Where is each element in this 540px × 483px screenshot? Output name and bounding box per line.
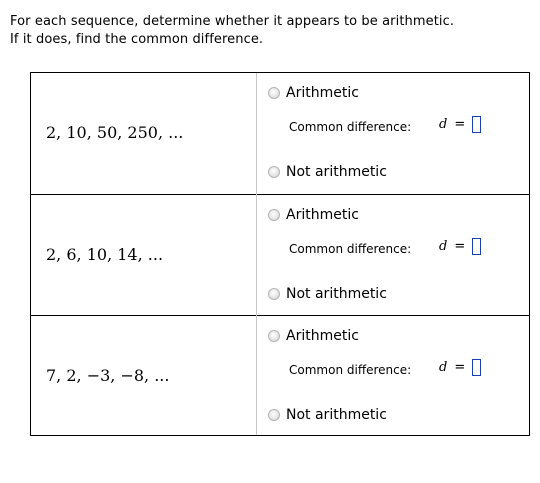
equals-sign: =	[454, 117, 466, 132]
radio-label: Arithmetic	[286, 85, 359, 101]
variable-d: d	[439, 360, 448, 375]
radio-not-arithmetic[interactable]	[268, 164, 387, 180]
sequence-text: 7, 2, −3, −8, ...	[46, 366, 170, 385]
radio-icon[interactable]	[268, 409, 280, 421]
common-difference-input[interactable]	[472, 359, 481, 376]
radio-label: Arithmetic	[286, 207, 359, 223]
difference-equation	[439, 116, 481, 133]
radio-icon[interactable]	[268, 87, 280, 99]
radio-not-arithmetic[interactable]	[268, 286, 387, 302]
variable-d: d	[439, 117, 448, 132]
radio-label: Not arithmetic	[286, 286, 387, 302]
radio-icon[interactable]	[268, 166, 280, 178]
radio-label: Not arithmetic	[286, 407, 387, 423]
common-difference-input[interactable]	[472, 238, 481, 255]
sequence-row-2	[31, 194, 529, 315]
equals-sign: =	[454, 360, 466, 375]
radio-icon[interactable]	[268, 288, 280, 300]
column-separator	[256, 73, 257, 435]
sequence-row-3	[31, 315, 529, 436]
radio-arithmetic[interactable]	[268, 328, 359, 344]
variable-d: d	[439, 239, 448, 254]
instructions-line-2: If it does, find the common difference.	[10, 32, 264, 47]
radio-label: Arithmetic	[286, 328, 359, 344]
radio-icon[interactable]	[268, 209, 280, 221]
sequence-text: 2, 6, 10, 14, ...	[46, 245, 164, 264]
sequence-row-1	[31, 73, 529, 194]
radio-not-arithmetic[interactable]	[268, 407, 387, 423]
common-difference-label: Common difference:	[289, 242, 412, 256]
instructions-line-1: For each sequence, determine whether it appears to be arithmetic.	[10, 14, 455, 29]
question-table	[30, 72, 530, 436]
difference-equation	[439, 359, 481, 376]
radio-icon[interactable]	[268, 330, 280, 342]
radio-arithmetic[interactable]	[268, 207, 359, 223]
common-difference-label: Common difference:	[289, 363, 412, 377]
difference-equation	[439, 238, 481, 255]
instructions	[10, 13, 454, 49]
equals-sign: =	[454, 239, 466, 254]
radio-label: Not arithmetic	[286, 164, 387, 180]
radio-arithmetic[interactable]	[268, 85, 359, 101]
sequence-text: 2, 10, 50, 250, ...	[46, 123, 184, 142]
common-difference-label: Common difference:	[289, 120, 412, 134]
common-difference-input[interactable]	[472, 116, 481, 133]
